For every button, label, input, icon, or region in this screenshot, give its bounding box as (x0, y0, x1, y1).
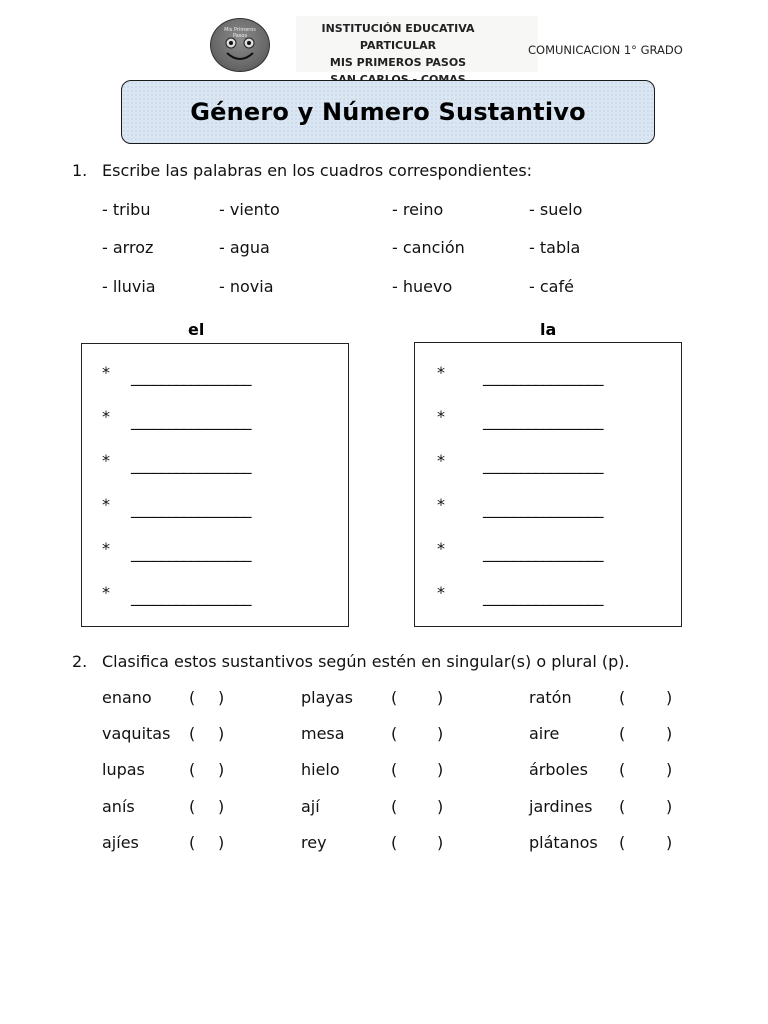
answer-open-paren[interactable]: ( (189, 724, 196, 743)
answer-close-paren[interactable]: ) (666, 797, 673, 816)
answer-open-paren[interactable]: ( (619, 833, 626, 852)
page-title: Género y Número Sustantivo (190, 98, 586, 126)
answer-close-paren[interactable]: ) (437, 724, 444, 743)
answer-blank-line[interactable]: ________________ (131, 455, 251, 474)
answer-open-paren[interactable]: ( (619, 760, 626, 779)
answer-blank-line[interactable]: ________________ (131, 543, 251, 562)
noun-word: enano (102, 688, 152, 707)
bullet-star: * (437, 539, 445, 558)
noun-word: rey (301, 833, 327, 852)
noun-word: ajíes (102, 833, 139, 852)
word-item: - reino (392, 200, 444, 219)
noun-word: anís (102, 797, 135, 816)
answer-close-paren[interactable]: ) (218, 833, 225, 852)
answer-close-paren[interactable]: ) (437, 797, 444, 816)
word-item: - agua (219, 238, 270, 257)
bullet-star: * (437, 583, 445, 602)
answer-open-paren[interactable]: ( (391, 760, 398, 779)
answer-close-paren[interactable]: ) (437, 688, 444, 707)
word-item: - novia (219, 277, 274, 296)
school-name (296, 20, 500, 88)
bullet-star: * (437, 407, 445, 426)
word-item: - viento (219, 200, 280, 219)
answer-open-paren[interactable]: ( (189, 797, 196, 816)
answer-open-paren[interactable]: ( (391, 833, 398, 852)
word-item: - suelo (529, 200, 583, 219)
answer-blank-line[interactable]: ________________ (131, 411, 251, 430)
bullet-star: * (102, 495, 110, 514)
word-item: - canción (392, 238, 465, 257)
answer-blank-line[interactable]: ________________ (483, 543, 603, 562)
grade-label: COMUNICACION 1° GRADO (528, 43, 683, 57)
bullet-star: * (102, 583, 110, 602)
answer-blank-line[interactable]: ________________ (131, 499, 251, 518)
answer-blank-line[interactable]: ________________ (483, 367, 603, 386)
answer-open-paren[interactable]: ( (391, 688, 398, 707)
school-line: INSTITUCIÓN EDUCATIVA PARTICULAR (321, 22, 475, 52)
answer-close-paren[interactable]: ) (218, 797, 225, 816)
answer-blank-line[interactable]: ________________ (483, 587, 603, 606)
answer-open-paren[interactable]: ( (189, 833, 196, 852)
noun-word: mesa (301, 724, 345, 743)
answer-close-paren[interactable]: ) (666, 688, 673, 707)
answer-open-paren[interactable]: ( (391, 724, 398, 743)
q2-number: 2. (72, 652, 88, 671)
answer-close-paren[interactable]: ) (218, 724, 225, 743)
noun-word: aire (529, 724, 560, 743)
logo-text: Mis Primeros Pasos (224, 27, 256, 39)
bullet-star: * (102, 407, 110, 426)
answer-close-paren[interactable]: ) (218, 688, 225, 707)
q2-instruction: Clasifica estos sustantivos según estén en singular(s) o plural (p). (102, 652, 630, 671)
box-label-el: el (188, 320, 205, 339)
answer-blank-line[interactable]: ________________ (483, 499, 603, 518)
q1-number: 1. (72, 161, 88, 180)
word-item: - café (529, 277, 574, 296)
word-item: - tabla (529, 238, 581, 257)
word-item: - lluvia (102, 277, 156, 296)
answer-open-paren[interactable]: ( (619, 797, 626, 816)
noun-word: árboles (529, 760, 588, 779)
noun-word: playas (301, 688, 354, 707)
q1-instruction: Escribe las palabras en los cuadros correspondientes: (102, 161, 533, 180)
answer-open-paren[interactable]: ( (189, 688, 196, 707)
noun-word: jardines (529, 797, 593, 816)
noun-word: ají (301, 797, 320, 816)
bullet-star: * (102, 363, 110, 382)
bullet-star: * (437, 451, 445, 470)
answer-close-paren[interactable]: ) (218, 760, 225, 779)
answer-open-paren[interactable]: ( (189, 760, 196, 779)
noun-word: vaquitas (102, 724, 171, 743)
answer-close-paren[interactable]: ) (437, 760, 444, 779)
noun-word: ratón (529, 688, 572, 707)
answer-blank-line[interactable]: ________________ (483, 411, 603, 430)
answer-blank-line[interactable]: ________________ (131, 587, 251, 606)
answer-blank-line[interactable]: ________________ (483, 455, 603, 474)
answer-open-paren[interactable]: ( (619, 688, 626, 707)
answer-close-paren[interactable]: ) (666, 833, 673, 852)
word-item: - arroz (102, 238, 154, 257)
answer-close-paren[interactable]: ) (666, 760, 673, 779)
answer-open-paren[interactable]: ( (391, 797, 398, 816)
bullet-star: * (437, 363, 445, 382)
word-item: - huevo (392, 277, 453, 296)
answer-open-paren[interactable]: ( (619, 724, 626, 743)
noun-word: lupas (102, 760, 145, 779)
school-logo (210, 18, 270, 72)
noun-word: plátanos (529, 833, 598, 852)
title-box (121, 80, 655, 144)
school-line: MIS PRIMEROS PASOS (329, 56, 467, 69)
answer-close-paren[interactable]: ) (437, 833, 444, 852)
noun-word: hielo (301, 760, 340, 779)
answer-close-paren[interactable]: ) (666, 724, 673, 743)
answer-blank-line[interactable]: ________________ (131, 367, 251, 386)
box-label-la: la (540, 320, 557, 339)
bullet-star: * (437, 495, 445, 514)
word-item: - tribu (102, 200, 151, 219)
bullet-star: * (102, 451, 110, 470)
bullet-star: * (102, 539, 110, 558)
